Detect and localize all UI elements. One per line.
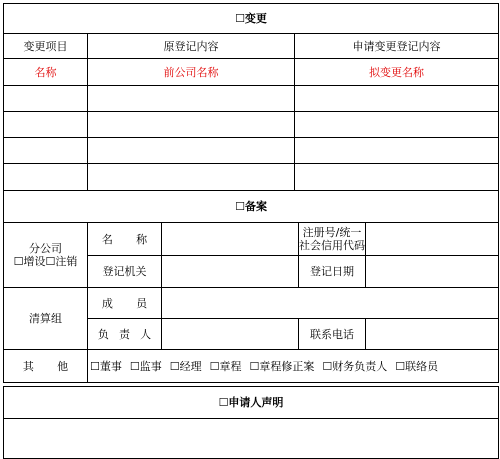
reg-no-label: 注册号/统一 社会信用代码 [299, 223, 366, 256]
option-articles-checkbox[interactable]: ☐章程 [209, 359, 242, 373]
liquidation-label: 清算组 [4, 288, 88, 350]
declaration-section-title[interactable]: ☐申请人声明 [4, 387, 499, 419]
phone-label: 联系电话 [299, 319, 366, 350]
empty-cell[interactable] [88, 138, 295, 164]
declaration-table [3, 386, 499, 459]
empty-cell[interactable] [4, 164, 88, 191]
header-change-item: 变更项目 [4, 34, 88, 59]
option-articles-amendment-checkbox[interactable]: ☐章程修正案 [249, 359, 315, 373]
empty-cell[interactable] [88, 164, 295, 191]
empty-cell[interactable] [295, 164, 499, 191]
phone-field[interactable] [366, 319, 499, 350]
change-header-row [4, 34, 499, 59]
change-name-row [4, 59, 499, 86]
member-field[interactable] [162, 288, 499, 319]
empty-cell[interactable] [88, 86, 295, 112]
reg-date-field[interactable] [366, 256, 499, 288]
empty-cell[interactable] [295, 138, 499, 164]
table-row [4, 164, 499, 191]
branch-label: 分公司 ☐增设☐注销 [4, 223, 88, 288]
change-section-title[interactable]: ☐变更 [4, 4, 499, 34]
table-row [4, 138, 499, 164]
other-row [4, 350, 499, 383]
liquidation-member-row [4, 288, 499, 319]
branch-name-label: 名 称 [88, 223, 162, 256]
leader-field[interactable] [162, 319, 299, 350]
header-original-content: 原登记内容 [88, 34, 295, 59]
empty-cell[interactable] [4, 86, 88, 112]
leader-label: 负 责 人 [88, 319, 162, 350]
empty-cell[interactable] [295, 86, 499, 112]
empty-cell[interactable] [88, 112, 295, 138]
branch-name-field[interactable] [162, 223, 299, 256]
table-row [4, 86, 499, 112]
other-label: 其 他 [4, 350, 88, 383]
reg-date-label: 登记日期 [299, 256, 366, 288]
authority-field[interactable] [162, 256, 299, 288]
declaration-body[interactable] [4, 419, 499, 459]
option-manager-checkbox[interactable]: ☐经理 [169, 359, 202, 373]
option-supervisor-checkbox[interactable]: ☐监事 [129, 359, 162, 373]
option-director-checkbox[interactable]: ☐董事 [90, 359, 122, 373]
filing-section-title[interactable]: ☐备案 [4, 191, 499, 223]
other-options [88, 350, 499, 383]
reg-no-field[interactable] [366, 223, 499, 256]
branch-name-row [4, 223, 499, 256]
proposed-company-name[interactable]: 拟变更名称 [295, 59, 499, 86]
change-table [3, 3, 499, 191]
table-row [4, 112, 499, 138]
option-liaison-checkbox[interactable]: ☐联络员 [395, 359, 439, 373]
original-company-name[interactable]: 前公司名称 [88, 59, 295, 86]
empty-cell[interactable] [295, 112, 499, 138]
filing-table [3, 190, 499, 383]
option-finance-officer-checkbox[interactable]: ☐财务负责人 [322, 359, 388, 373]
empty-cell[interactable] [4, 138, 88, 164]
member-label: 成 员 [88, 288, 162, 319]
authority-label: 登记机关 [88, 256, 162, 288]
empty-cell[interactable] [4, 112, 88, 138]
change-item-name: 名称 [4, 59, 88, 86]
header-requested-content: 申请变更登记内容 [295, 34, 499, 59]
